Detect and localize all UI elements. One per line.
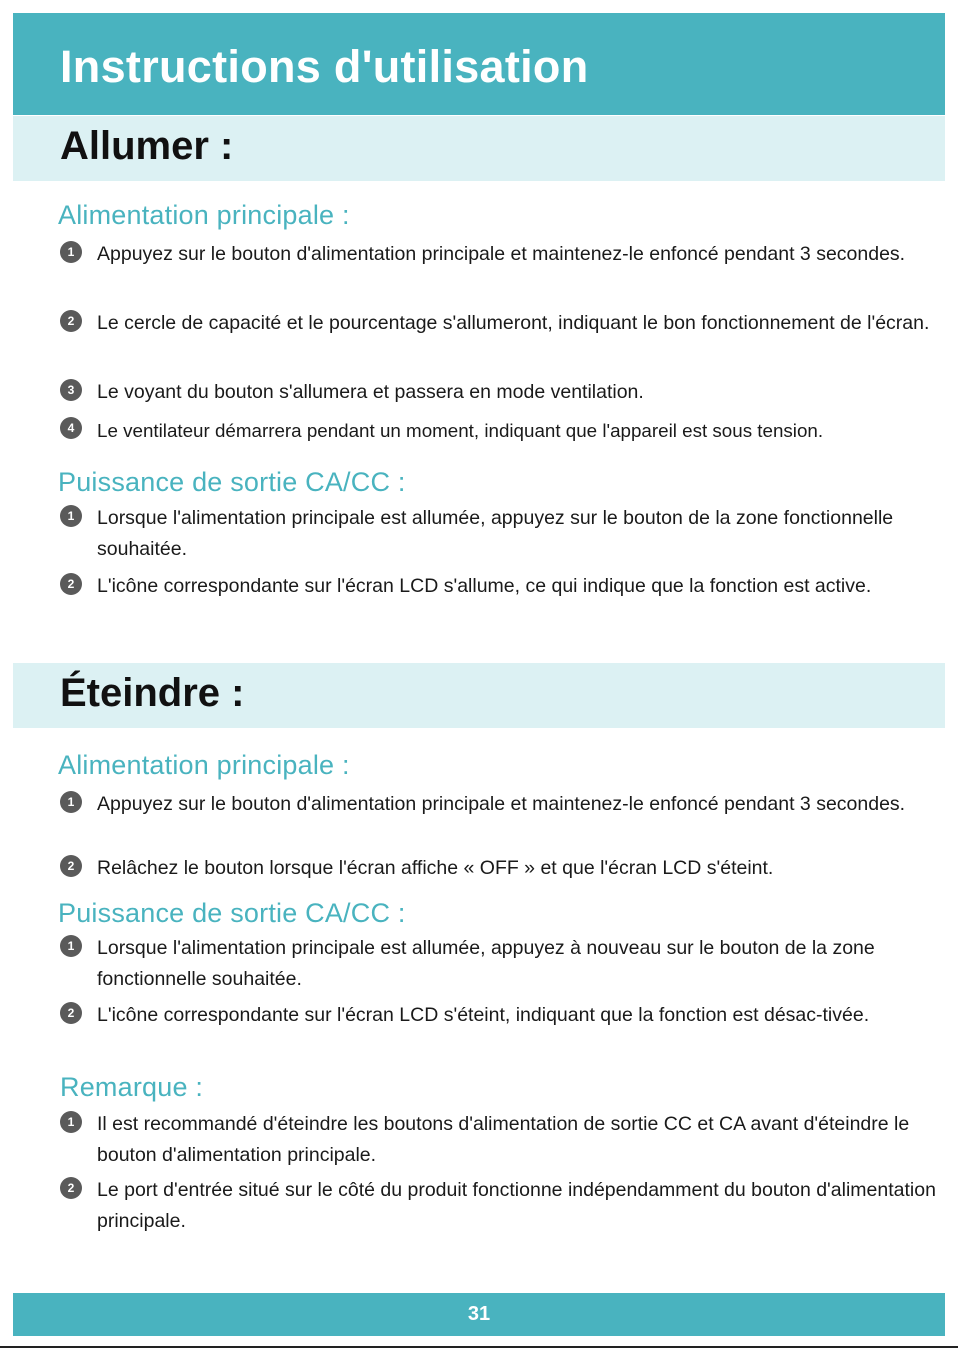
title-bar bbox=[13, 13, 945, 115]
number-badge: 4 bbox=[60, 417, 82, 439]
number-badge: 2 bbox=[60, 310, 82, 332]
page-title: Instructions d'utilisation bbox=[60, 41, 589, 92]
number-badge: 2 bbox=[60, 1177, 82, 1199]
number-badge: 1 bbox=[60, 935, 82, 957]
list-item-text: Appuyez sur le bouton d'alimentation principale et maintenez-le enfoncé pendant 3 secondes. bbox=[97, 243, 906, 265]
list-item-text: Le voyant du bouton s'allumera et passera en mode ventilation. bbox=[97, 381, 644, 403]
page-number: 31 bbox=[467, 1303, 491, 1325]
list-item-text: Le port d'entrée situé sur le côté du produit fonctionne indépendamment du bouton d'alimentation principale. bbox=[97, 1179, 936, 1232]
footer-bar bbox=[13, 1293, 945, 1336]
on-output-title: Puissance de sortie CA/CC : bbox=[58, 467, 406, 497]
section-off-heading: Éteindre : bbox=[60, 671, 245, 715]
list-item-text: Lorsque l'alimentation principale est allumée, appuyez sur le bouton de la zone fonctionnelle souhaitée. bbox=[97, 507, 894, 560]
list-item-text: Le cercle de capacité et le pourcentage s'allumeront, indiquant le bon fonctionnement de l'écran. bbox=[97, 312, 930, 334]
off-output-title: Puissance de sortie CA/CC : bbox=[58, 898, 406, 928]
section-on-heading: Allumer : bbox=[60, 124, 234, 168]
number-badge: 2 bbox=[60, 855, 82, 877]
number-badge: 3 bbox=[60, 379, 82, 401]
section-off-band bbox=[13, 663, 945, 728]
section-on-band bbox=[13, 116, 945, 181]
list-item-text: Relâchez le bouton lorsque l'écran affiche « OFF » et que l'écran LCD s'éteint. bbox=[97, 857, 774, 879]
number-badge: 1 bbox=[60, 1111, 82, 1133]
number-badge: 2 bbox=[60, 573, 82, 595]
list-item-text: Il est recommandé d'éteindre les boutons d'alimentation de sortie CC et CA avant d'éteindre le bouton d'alimentation principale. bbox=[97, 1113, 910, 1166]
list-item-text: L'icône correspondante sur l'écran LCD s'éteint, indiquant que la fonction est désac-tivée. bbox=[97, 1004, 870, 1026]
list-item-text: Lorsque l'alimentation principale est allumée, appuyez à nouveau sur le bouton de la zone fonctionnelle souhaitée. bbox=[97, 937, 875, 990]
bottom-divider bbox=[0, 1346, 958, 1348]
number-badge: 2 bbox=[60, 1002, 82, 1024]
off-main-power-title: Alimentation principale : bbox=[58, 750, 350, 780]
list-item-text: L'icône correspondante sur l'écran LCD s'allume, ce qui indique que la fonction est active. bbox=[97, 575, 872, 597]
list-item-text: Le ventilateur démarrera pendant un moment, indiquant que l'appareil est sous tension. bbox=[97, 420, 824, 441]
on-main-power-title: Alimentation principale : bbox=[58, 200, 350, 230]
number-badge: 1 bbox=[60, 505, 82, 527]
note-title: Remarque : bbox=[60, 1072, 204, 1102]
list-item-text: Appuyez sur le bouton d'alimentation principale et maintenez-le enfoncé pendant 3 secondes. bbox=[97, 793, 906, 815]
number-badge: 1 bbox=[60, 241, 82, 263]
number-badge: 1 bbox=[60, 791, 82, 813]
